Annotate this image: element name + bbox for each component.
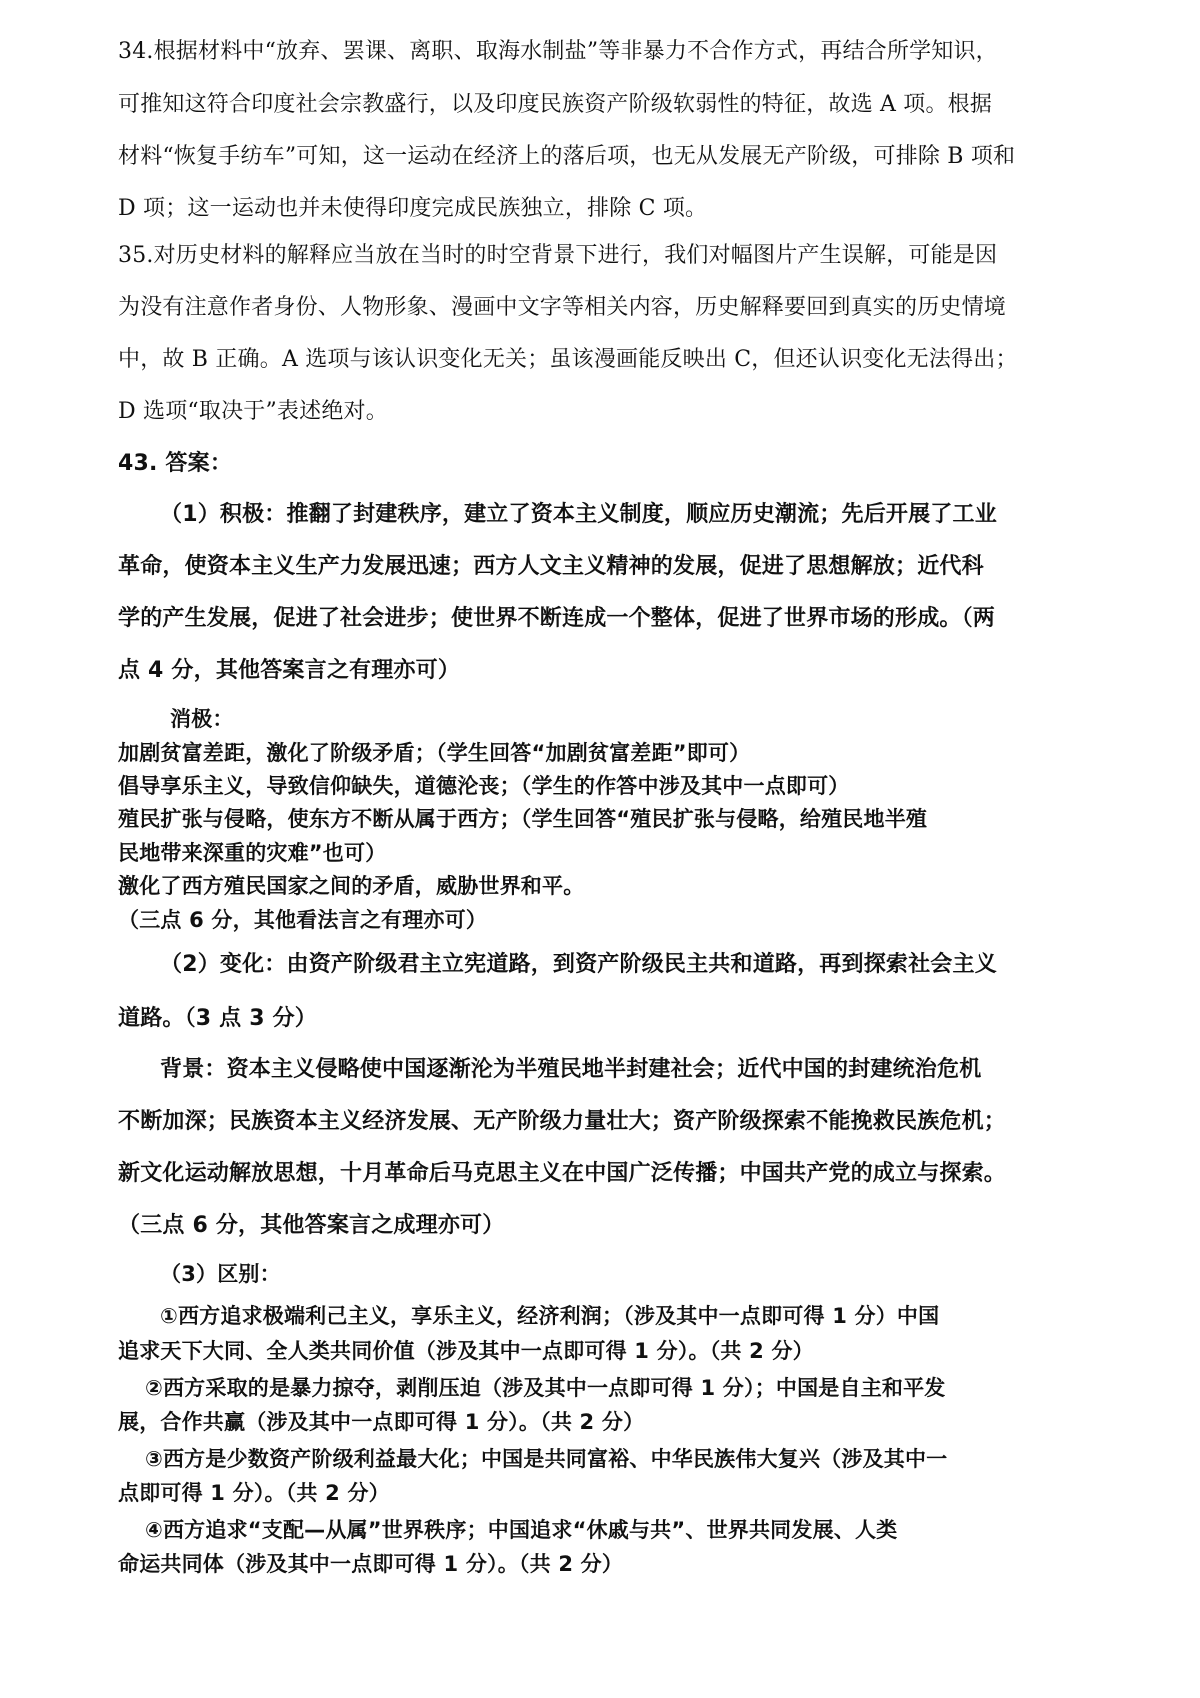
q43-part3-line-4: 展，合作共赢（涉及其中一点即可得 1 分）。（共 2 分）: [118, 1410, 645, 1434]
q35-line-3: 中，故 B 正确。A 选项与该认识变化无关；虽该漫画能反映出 C，但还认识变化无法得出；: [118, 347, 1018, 372]
q43-part3-line-8: 命运共同体（涉及其中一点即可得 1 分）。（共 2 分）: [118, 1552, 624, 1576]
q43-part1-negative-line-4: 民地带来深重的灾难”也可）: [118, 841, 387, 865]
q43-part3-line-6: 点即可得 1 分）。（共 2 分）: [118, 1481, 390, 1505]
q43-part3-line-2: 追求天下大同、全人类共同价值（涉及其中一点即可得 1 分）。（共 2 分）: [118, 1339, 814, 1363]
q43-part1-negative-label: 消极：: [170, 707, 234, 731]
q43-part1-negative-line-5: 激化了西方殖民国家之间的矛盾，威胁世界和平。: [118, 874, 585, 898]
q35-line-1: 35.对历史材料的解释应当放在当时的时空背景下进行，我们对幅图片产生误解，可能是因: [118, 243, 998, 268]
q43-part3-line-1: ①西方追求极端利己主义，享乐主义，经济利润；（涉及其中一点即可得 1 分）中国: [160, 1304, 940, 1328]
q43-part3-line-3: ②西方采取的是暴力掠夺，剥削压迫（涉及其中一点即可得 1 分）；中国是自主和平发: [145, 1376, 946, 1400]
q35-line-2: 为没有注意作者身份、人物形象、漫画中文字等相关内容，历史解释要回到真实的历史情境: [118, 295, 1007, 320]
q34-line-1: 34.根据材料中“放弃、罢课、离职、取海水制盐”等非暴力不合作方式，再结合所学知识，: [118, 39, 998, 64]
q43-part2-background-line-2: 不断加深；民族资本主义经济发展、无产阶级力量壮大；资产阶级探索不能挽救民族危机；: [118, 1109, 1007, 1134]
q43-part1-negative-line-6: （三点 6 分，其他看法言之有理亦可）: [118, 908, 488, 932]
q43-part1-positive-line-4: 点 4 分，其他答案言之有理亦可）: [118, 658, 461, 683]
q43-part2-background-line-3: 新文化运动解放思想，十月革命后马克思主义在中国广泛传播；中国共产党的成立与探索。: [118, 1161, 1007, 1186]
q43-part1-positive-line-1: （1）积极：推翻了封建秩序，建立了资本主义制度，顺应历史潮流；先后开展了工业: [160, 502, 997, 527]
q43-part1-negative-line-2: 倡导享乐主义，导致信仰缺失，道德沦丧；（学生的作答中涉及其中一点即可）: [118, 774, 850, 798]
q34-line-4: D 项；这一运动也并未使得印度完成民族独立，排除 C 项。: [118, 196, 708, 221]
q43-part3-line-7: ④西方追求“支配—从属”世界秩序；中国追求“休戚与共”、世界共同发展、人类: [145, 1518, 898, 1542]
q43-heading: 43. 答案：: [118, 451, 233, 476]
q43-part2-background-line-4: （三点 6 分，其他答案言之成理亦可）: [118, 1213, 505, 1238]
q34-line-2: 可推知这符合印度社会宗教盛行，以及印度民族资产阶级软弱性的特征，故选 A 项。根据: [118, 92, 993, 117]
q43-part2-background-line-1: 背景：资本主义侵略使中国逐渐沦为半殖民地半封建社会；近代中国的封建统治危机: [160, 1057, 982, 1082]
q43-part1-positive-line-2: 革命，使资本主义生产力发展迅速；西方人文主义精神的发展，促进了思想解放；近代科: [118, 554, 984, 579]
q43-part3-line-5: ③西方是少数资产阶级利益最大化；中国是共同富裕、中华民族伟大复兴（涉及其中一: [145, 1447, 948, 1471]
q34-line-3: 材料“恢复手纺车”可知，这一运动在经济上的落后项，也无从发展无产阶级，可排除 B 项和: [118, 144, 1016, 169]
q43-part3-label: （3）区别：: [160, 1262, 281, 1286]
q43-part1-negative-line-1: 加剧贫富差距，激化了阶级矛盾；（学生回答“加剧贫富差距”即可）: [118, 741, 751, 765]
q35-line-4: D 选项“取决于”表述绝对。: [118, 399, 388, 424]
q43-part1-positive-line-3: 学的产生发展，促进了社会进步；使世界不断连成一个整体，促进了世界市场的形成。（两: [118, 606, 996, 631]
q43-part1-negative-line-3: 殖民扩张与侵略，使东方不断从属于西方；（学生回答“殖民扩张与侵略，给殖民地半殖: [118, 807, 928, 831]
q43-part2-change-line-1: （2）变化：由资产阶级君主立宪道路，到资产阶级民主共和道路，再到探索社会主义: [160, 952, 997, 977]
q43-part2-change-line-2: 道路。（3 点 3 分）: [118, 1006, 317, 1031]
